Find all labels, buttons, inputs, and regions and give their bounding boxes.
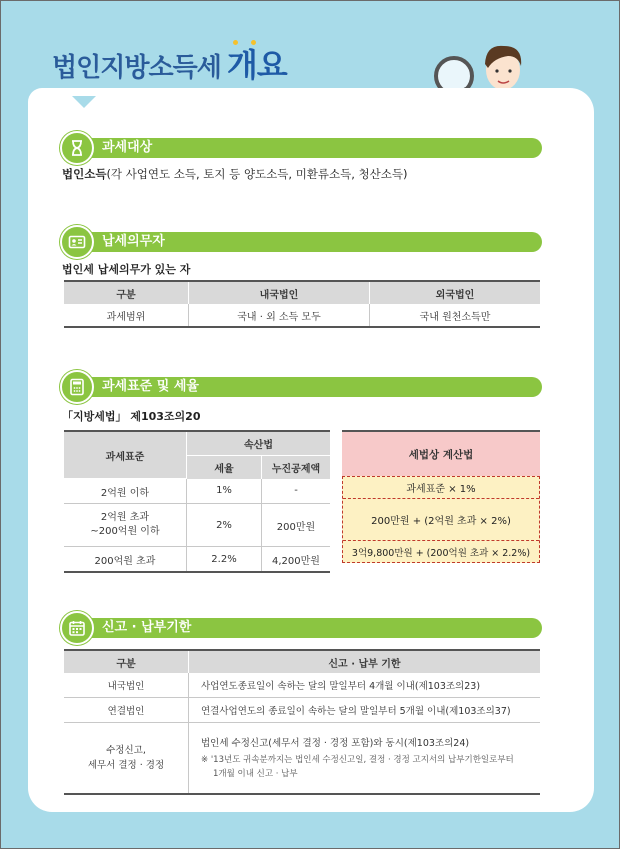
- section-tax-base-header: [60, 374, 542, 398]
- page-title: 법인지방소득세 개요: [52, 40, 287, 86]
- table-cell: 2%: [187, 504, 262, 547]
- table-cell: 과세범위: [64, 304, 189, 327]
- calendar-icon: [68, 619, 86, 637]
- calculator-icon: [68, 378, 86, 396]
- section-deadline-header: [60, 615, 542, 639]
- table-header: 내국법인: [189, 281, 370, 304]
- taxpayer-table: [64, 280, 540, 328]
- table-cell: 2.2%: [187, 547, 262, 573]
- table-header: 외국법인: [370, 281, 541, 304]
- table-header: 구분: [64, 650, 189, 673]
- table-header: 신고 · 납부 기한: [189, 650, 541, 673]
- table-cell: 4,200만원: [262, 547, 331, 573]
- table-cell: 200만원: [262, 504, 331, 547]
- section-taxable-object-header: [60, 135, 542, 159]
- hourglass-icon: [68, 139, 86, 157]
- table-cell: 1%: [187, 479, 262, 504]
- table-row: [64, 698, 540, 723]
- law-reference: 「지방세법」 제103조의20: [62, 410, 201, 423]
- id-card-icon: [68, 233, 86, 251]
- table-cell: 수정신고, 세무서 결정 · 경정: [64, 723, 189, 795]
- table-header: 속산법: [187, 431, 331, 455]
- table-cell: 국내 원천소득만: [370, 304, 541, 327]
- table-row: [64, 479, 330, 504]
- table-header: 과세표준: [64, 431, 187, 479]
- table-cell: 2억원 초과 ~200억원 이하: [64, 504, 187, 547]
- table-cell: 200억원 초과: [64, 547, 187, 573]
- table-row: [64, 504, 330, 547]
- table-row: [64, 547, 330, 573]
- table-cell: -: [262, 479, 331, 504]
- tax-rate-table: [64, 430, 330, 573]
- table-header: 세율: [187, 455, 262, 478]
- calc-row: 200만원 + (2억원 초과 × 2%): [343, 499, 539, 541]
- taxpayer-text: 법인세 납세의무가 있는 자: [62, 263, 191, 276]
- table-cell: 법인세 수정신고(세무서 결정 · 경정 포함)와 동시(제103조의24) ※ '13년도 귀속분까지는 법인세 수정신고일, 결정 · 경정 고지서의 납부기한일로부터 1개월 이내 신고 · 납부: [189, 723, 541, 795]
- calculation-method-box: [342, 430, 540, 562]
- table-cell: 연결법인: [64, 698, 189, 723]
- table-header: 구분: [64, 281, 189, 304]
- section-heading: 신고 · 납부기한: [102, 620, 192, 635]
- card-notch: [72, 96, 96, 108]
- table-row: [64, 673, 540, 698]
- calc-row: 과세표준 × 1%: [343, 477, 539, 499]
- table-row: [64, 723, 540, 795]
- table-row: [64, 304, 540, 327]
- table-cell: 2억원 이하: [64, 479, 187, 504]
- calc-row: 3억9,800만원 + (200억원 초과 × 2.2%): [351, 547, 531, 559]
- table-cell: 사업연도종료일이 속하는 달의 말일부터 4개월 이내(제103조의23): [189, 673, 541, 698]
- calc-header: 세법상 계산법: [342, 430, 540, 476]
- section-taxpayer-header: [60, 229, 542, 253]
- deadline-table: [64, 649, 540, 795]
- table-header: 누진공제액: [262, 455, 331, 478]
- taxable-object-text: 법인소득(각 사업연도 소득, 토지 등 양도소득, 미환류소득, 청산소득): [62, 167, 408, 181]
- table-cell: 내국법인: [64, 673, 189, 698]
- table-cell: 연결사업연도의 종료일이 속하는 달의 말일부터 5개월 이내(제103조의37): [189, 698, 541, 723]
- section-heading: 과세표준 및 세율: [102, 379, 199, 394]
- section-heading: 과세대상: [102, 140, 153, 155]
- table-cell: 국내 · 외 소득 모두: [189, 304, 370, 327]
- section-heading: 납세의무자: [102, 234, 165, 249]
- footnote: ※ '13년도 귀속분까지는 법인세 수정신고일, 결정 · 경정 고지서의 납부기한일로부터 1개월 이내 신고 · 납부: [201, 755, 514, 779]
